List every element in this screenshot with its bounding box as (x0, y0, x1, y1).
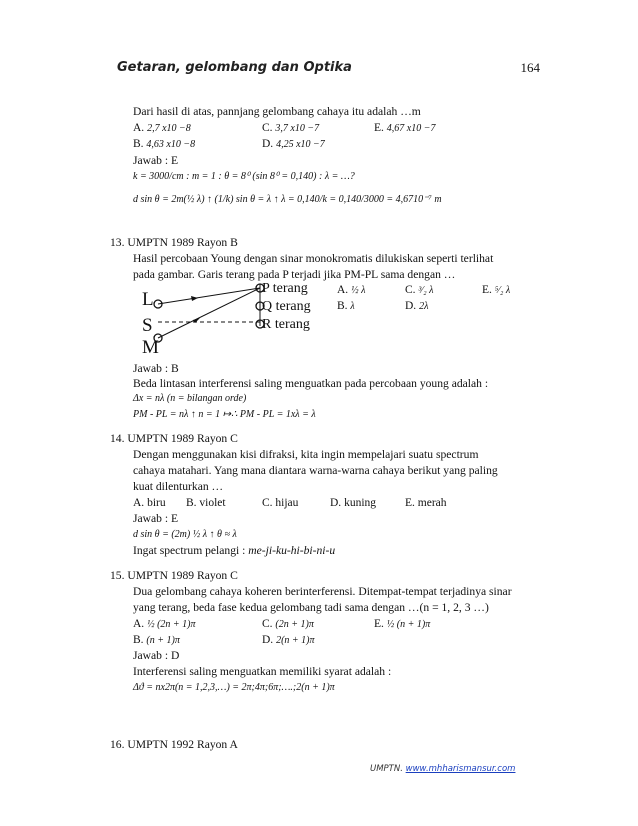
label-m: M (142, 337, 159, 358)
q14-equation-1: d sin θ = (2m) ½ λ ↑ θ ≈ λ (133, 529, 237, 540)
q13-text-2: pada gambar. Garis terang pada P terjadi jika PM-PL sama dengan … (133, 268, 456, 281)
label-l: L (142, 289, 154, 310)
page-footer (370, 764, 515, 774)
q14-note: Ingat spectrum pelangi : me-ji-ku-hi-bi-ni-u (133, 544, 336, 557)
label-s: S (142, 315, 153, 336)
q15-title: 15. UMPTN 1989 Rayon C (110, 569, 238, 582)
q15-option-e: E. ½ (n + 1)π (374, 618, 431, 630)
q12-option-a: A. 2,7 x10 −8 (133, 122, 191, 134)
q13-option-e: E. ⁵⁄₂ λ (482, 284, 511, 296)
label-r-terang: R terang (262, 317, 310, 332)
q14-option-e: E. merah (405, 497, 447, 509)
q13-option-d: D. 2λ (405, 300, 429, 312)
q13-text-1: Hasil percobaan Young dengan sinar monokromatis dilukiskan seperti terlihat (133, 252, 494, 265)
q14-text-2: cahaya matahari. Yang mana diantara warna-warna cahaya berikut yang paling (133, 464, 498, 477)
q12-equation-2: d sin θ = 2m(½ λ) ↑ (1/k) sin θ = λ ↑ λ = 0,140/k = 0,140/3000 = 4,6710⁻⁷ m (133, 194, 442, 205)
q14-answer: Jawab : E (133, 512, 179, 525)
q12-answer: Jawab : E (133, 154, 179, 167)
q13-option-a: A. ½ λ (337, 284, 366, 296)
q15-option-b: B. (n + 1)π (133, 634, 180, 646)
young-experiment-figure (138, 280, 328, 360)
q13-option-b: B. λ (337, 300, 355, 312)
q13-equation-2: PM - PL = nλ ↑ n = 1 ↦∴ PM - PL = 1xλ = λ (133, 409, 316, 420)
footer-prefix: UMPTN. (370, 764, 406, 774)
label-p-terang: P terang (262, 281, 308, 296)
q14-option-b: B. violet (186, 497, 226, 509)
q15-answer: Jawab : D (133, 649, 180, 662)
q14-title: 14. UMPTN 1989 Rayon C (110, 432, 238, 445)
q15-equation-1: Δϑ = nx2π(n = 1,2,3,…) = 2π;4π;6π;….;2(n + 1)π (133, 682, 335, 693)
q14-option-d: D. kuning (330, 497, 377, 509)
q12-intro: Dari hasil di atas, pannjang gelombang cahaya itu adalah …m (133, 105, 421, 118)
q12-option-d: D. 4,25 x10 −7 (262, 138, 325, 150)
page-header (117, 60, 540, 80)
q13-title: 13. UMPTN 1989 Rayon B (110, 236, 238, 249)
footer-website-link[interactable]: www.mhharismansur.com (405, 764, 516, 774)
q15-option-d: D. 2(n + 1)π (262, 634, 315, 646)
chapter-title: Getaran, gelombang dan Optika (117, 60, 352, 75)
q12-option-c: C. 3,7 x10 −7 (262, 122, 320, 134)
q14-option-c: C. hijau (262, 497, 299, 509)
q13-option-c: C. ³⁄₂ λ (405, 284, 434, 296)
q13-equation-1: Δx = nλ (n = bilangan orde) (133, 393, 247, 404)
q13-explanation: Beda lintasan interferensi saling menguatkan pada percobaan young adalah : (133, 377, 489, 390)
q12-equation-1: k = 3000/cm : m = 1 : θ = 8⁰ (sin 8⁰ = 0,140) : λ = …? (133, 171, 355, 182)
q14-text-1: Dengan menggunakan kisi difraksi, kita ingin mempelajari suatu spectrum (133, 448, 479, 461)
q15-text-2: yang terang, beda fase kedua gelombang tadi sama dengan …(n = 1, 2, 3 …) (133, 601, 489, 614)
q14-option-a: A. biru (133, 497, 166, 509)
q12-option-e: E. 4,67 x10 −7 (374, 122, 436, 134)
q15-option-c: C. (2n + 1)π (262, 618, 314, 630)
q15-text-1: Dua gelombang cahaya koheren berinterferensi. Ditempat-tempat terjadinya sinar (133, 585, 512, 598)
q16-title: 16. UMPTN 1992 Rayon A (110, 738, 238, 751)
q15-option-a: A. ½ (2n + 1)π (133, 618, 196, 630)
page-number: 164 (520, 60, 540, 75)
q15-explanation: Interferensi saling menguatkan memiliki syarat adalah : (133, 665, 392, 678)
q14-text-3: kuat dilenturkan … (133, 480, 224, 493)
q12-option-b: B. 4,63 x10 −8 (133, 138, 196, 150)
q13-answer: Jawab : B (133, 362, 179, 375)
label-q-terang: Q terang (262, 299, 311, 314)
